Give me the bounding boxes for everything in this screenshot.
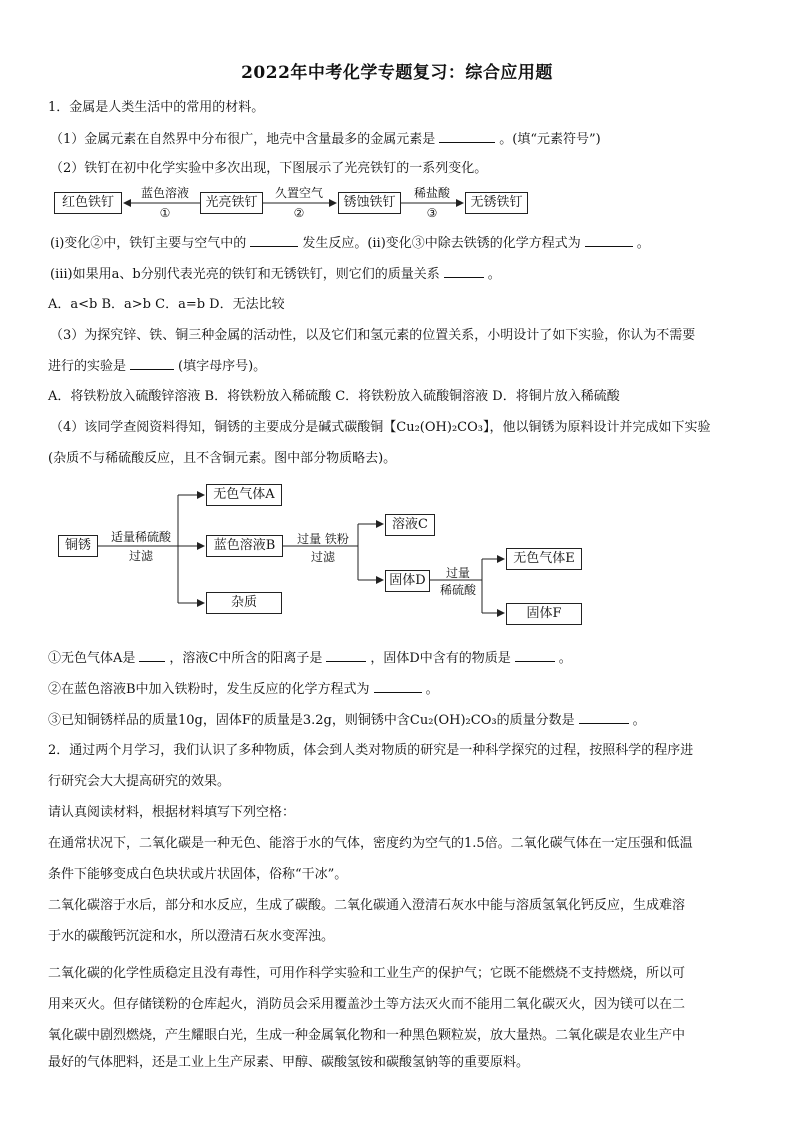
- q1-sub-iii: (ⅲ)如果用a、b分别代表光亮的铁钉和无锈铁钉，则它们的质量关系 。: [50, 267, 501, 282]
- q2-line-10: 氧化碳中剧烈燃烧，产生耀眼白光，生成一种金属氧化物和一种黑色颗粒炭，放大量热。二氧化碳是农业生产中: [48, 1028, 686, 1043]
- page-title: 2022年中考化学专题复习：综合应用题: [241, 63, 553, 83]
- q1-sub-1: ①无色气体A是 ，溶液C中所含的阳离子是 ，固体D中含有的物质是 。: [48, 651, 572, 666]
- answer-blank[interactable]: [444, 265, 484, 278]
- box-solid-f: 固体F: [506, 603, 582, 625]
- step3-label: ③: [426, 206, 438, 220]
- q2-line-11: 最好的气体肥料，还是工业上生产尿素、甲醇、碳酸氢铵和碳酸氢钠等的重要原料。: [48, 1055, 530, 1070]
- box-solution-c: 溶液C: [385, 514, 435, 536]
- q1-sub-3: ③已知铜锈样品的质量10g，固体F的质量是3.2g，则铜锈中含Cu₂(OH)₂CO₃的质量分数是 。: [48, 713, 646, 728]
- cond-blue-solution: 蓝色溶液: [140, 186, 189, 200]
- q2-line-5: 条件下能够变成白色块状或片状固体，俗称“干冰”。: [48, 867, 348, 882]
- q1-part4-note: (杂质不与稀硫酸反应，且不含铜元素。图中部分物质略去)。: [48, 451, 397, 466]
- box-solid-d: 固体D: [385, 570, 430, 592]
- q1-part1: （1）金属元素在自然界中分布很广，地壳中含量最多的金属元素是 。(填“元素符号”): [50, 132, 601, 147]
- cond-filter-1: 过滤: [128, 549, 153, 563]
- q2-line-4: 在通常状况下，二氧化碳是一种无色、能溶于水的气体，密度约为空气的1.5倍。二氧化碳气体在一定压强和低温: [48, 836, 693, 851]
- box-gas-e: 无色气体E: [506, 548, 582, 570]
- q2-line-3: 请认真阅读材料，根据材料填写下列空格：: [48, 805, 296, 820]
- q1-sub-2: ②在蓝色溶液B中加入铁粉时，发生反应的化学方程式为 。: [48, 682, 439, 697]
- q2-line-7: 于水的碳酸钙沉淀和水，所以澄清石灰水变浑浊。: [48, 929, 335, 944]
- q2-line-6: 二氧化碳溶于水后，部分和水反应，生成了碳酸。二氧化碳通入澄清石灰水中能与溶质氢氧化钙反应，生成难溶: [48, 898, 686, 913]
- q1-part4: （4）该同学查阅资料得知，铜锈的主要成分是碱式碳酸铜【Cu₂(OH)₂CO₃】，他以铜锈为原料设计并完成如下实验: [50, 420, 711, 435]
- box-blue-solution-b: 蓝色溶液B: [206, 535, 283, 557]
- cond-excess-iron: 过量 铁粉: [297, 532, 349, 546]
- cond-excess: 过量: [445, 566, 470, 580]
- q1-part3: （3）为探究锌、铁、铜三种金属的活动性，以及它们和氢元素的位置关系，小明设计了如下实验，你认为不需要: [50, 328, 696, 343]
- q1-part3-cont: 进行的实验是 (填字母序号)。: [48, 359, 267, 374]
- q1-part2: （2）铁钉在初中化学实验中多次出现，下图展示了光亮铁钉的一系列变化。: [50, 161, 488, 176]
- q2-line-2: 行研究会大大提高研究的效果。: [48, 774, 231, 789]
- box-rusty-nail: 锈蚀铁钉: [338, 192, 401, 214]
- box-copper-rust: 铜锈: [58, 535, 98, 557]
- cond-long-air: 久置空气: [274, 186, 323, 200]
- answer-blank[interactable]: [585, 234, 633, 247]
- answer-blank[interactable]: [515, 649, 555, 662]
- box-rustfree-nail: 无锈铁钉: [465, 192, 528, 214]
- cond-dilute-h2so4-2: 稀硫酸: [439, 583, 476, 597]
- cond-dilute-hcl: 稀盐酸: [413, 186, 450, 200]
- box-impurity: 杂质: [206, 592, 282, 614]
- step1-label: ①: [159, 206, 171, 220]
- box-red-nail: 红色铁钉: [54, 192, 122, 214]
- answer-blank[interactable]: [326, 649, 366, 662]
- answer-blank[interactable]: [250, 234, 298, 247]
- step2-label: ②: [293, 206, 305, 220]
- q1-options-experiments: A．将铁粉放入硫酸锌溶液 B．将铁粉放入稀硫酸 C．将铁粉放入硫酸铜溶液 D．将铜片放入稀硫酸: [48, 389, 620, 404]
- q2-line-9: 用来灭火。但存储镁粉的仓库起火，消防员会采用覆盖沙土等方法灭火而不能用二氧化碳灭火，因为镁可以在二: [48, 997, 686, 1012]
- box-gas-a: 无色气体A: [206, 484, 282, 506]
- box-bright-nail: 光亮铁钉: [200, 192, 263, 214]
- answer-blank[interactable]: [374, 680, 422, 693]
- q2-line-8: 二氧化碳的化学性质稳定且没有毒性，可用作科学实验和工业生产的保护气；它既不能燃烧不支持燃烧，所以可: [48, 966, 686, 981]
- q1-intro: 1．金属是人类生活中的常用的材料。: [48, 100, 265, 115]
- q1-options-mass: A．a<b B．a>b C．a=b D．无法比较: [48, 297, 285, 312]
- q2-line-1: 2．通过两个月学习，我们认识了多种物质，体会到人类对物质的研究是一种科学探究的过程，按照科学的程序进: [48, 743, 694, 758]
- answer-blank[interactable]: [579, 711, 629, 724]
- cond-filter-2: 过滤: [310, 550, 335, 564]
- cond-dilute-h2so4: 适量稀硫酸: [110, 530, 171, 544]
- q1-sub-i-ii: (ⅰ)变化②中，铁钉主要与空气中的 发生反应。(ⅱ)变化③中除去铁锈的化学方程式为 。: [50, 236, 650, 251]
- answer-blank[interactable]: [130, 357, 174, 370]
- answer-blank[interactable]: [139, 649, 165, 662]
